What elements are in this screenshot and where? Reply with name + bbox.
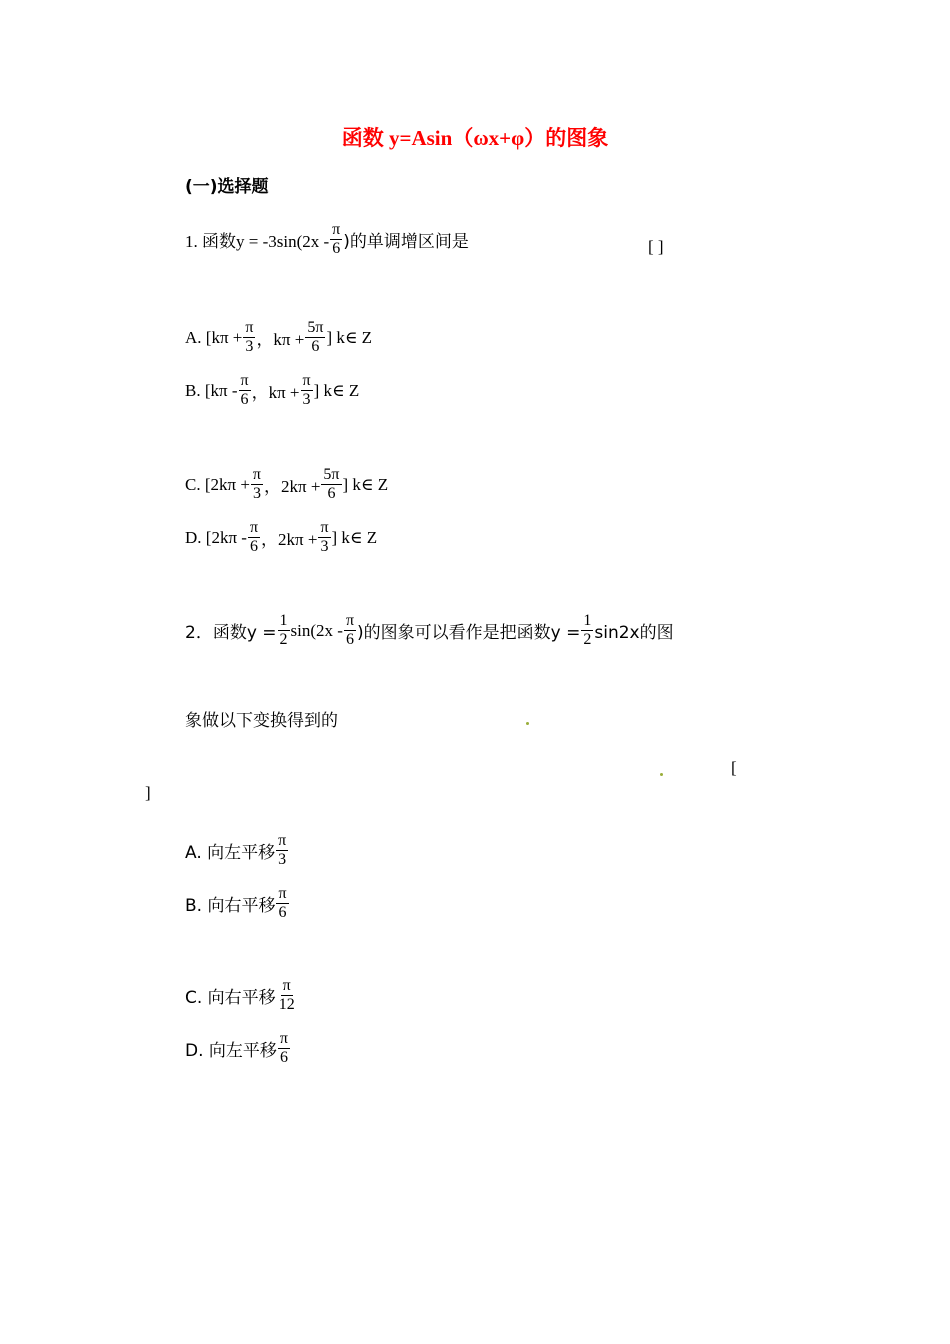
- decorative-dot: [660, 773, 663, 776]
- q1-answer-bracket: [ ]: [648, 237, 664, 256]
- q2-option-b: B. 向右平移 $\frac{\pi}{6}$: [185, 885, 287, 921]
- q1-stem-prefix: 1. 函数y = -3sin(2x -: [185, 232, 330, 251]
- q2-bracket-close: ]: [145, 783, 151, 802]
- decorative-dot: [526, 722, 529, 725]
- page-title: 函数 y=Asin（ωx+φ）的图象: [341, 126, 609, 150]
- q2-option-c: C. 向右平移 $\frac{\pi}{12}$: [185, 977, 295, 1013]
- question-1-stem: [185, 222, 469, 257]
- q1-option-b: B. [kπ - $\frac{\pi}{6}$ ，kπ + $\frac{\pi}{3}$ ] k∈ Z: [185, 372, 360, 408]
- section-heading: (一)选择题: [185, 177, 269, 197]
- q2-option-d: D. 向左平移 $\frac{\pi}{6}$: [185, 1030, 288, 1066]
- q2-bracket-open: [: [731, 758, 737, 777]
- q1-stem-fraction: $\frac{\pi}{6}$: [332, 221, 341, 257]
- q1-stem-suffix: )的单调增区间是: [343, 232, 469, 252]
- q2-option-a: A. 向左平移 $\frac{\pi}{3}$: [185, 832, 287, 868]
- q1-option-a: A. [kπ + $\frac{\pi}{3}$ ，kπ + $\frac{5\pi}{6}$ ] k∈ Z: [185, 319, 373, 355]
- question-2-stem: 2．函数y = $\frac{1}{2}$ sin(2x - $\frac{\pi}{6}$ )的图象可以看作是把函数y = $\frac{1}{2}$ sin2x的图: [185, 612, 674, 648]
- question-2-stem-continued: 象做以下变换得到的: [185, 711, 338, 731]
- q1-option-d: D. [2kπ - $\frac{\pi}{6}$ ，2kπ + $\frac{\pi}{3}$ ] k∈ Z: [185, 519, 378, 555]
- q1-option-c: C. [2kπ + $\frac{\pi}{3}$ ，2kπ + $\frac{5\pi}{6}$ ] k∈ Z: [185, 466, 389, 502]
